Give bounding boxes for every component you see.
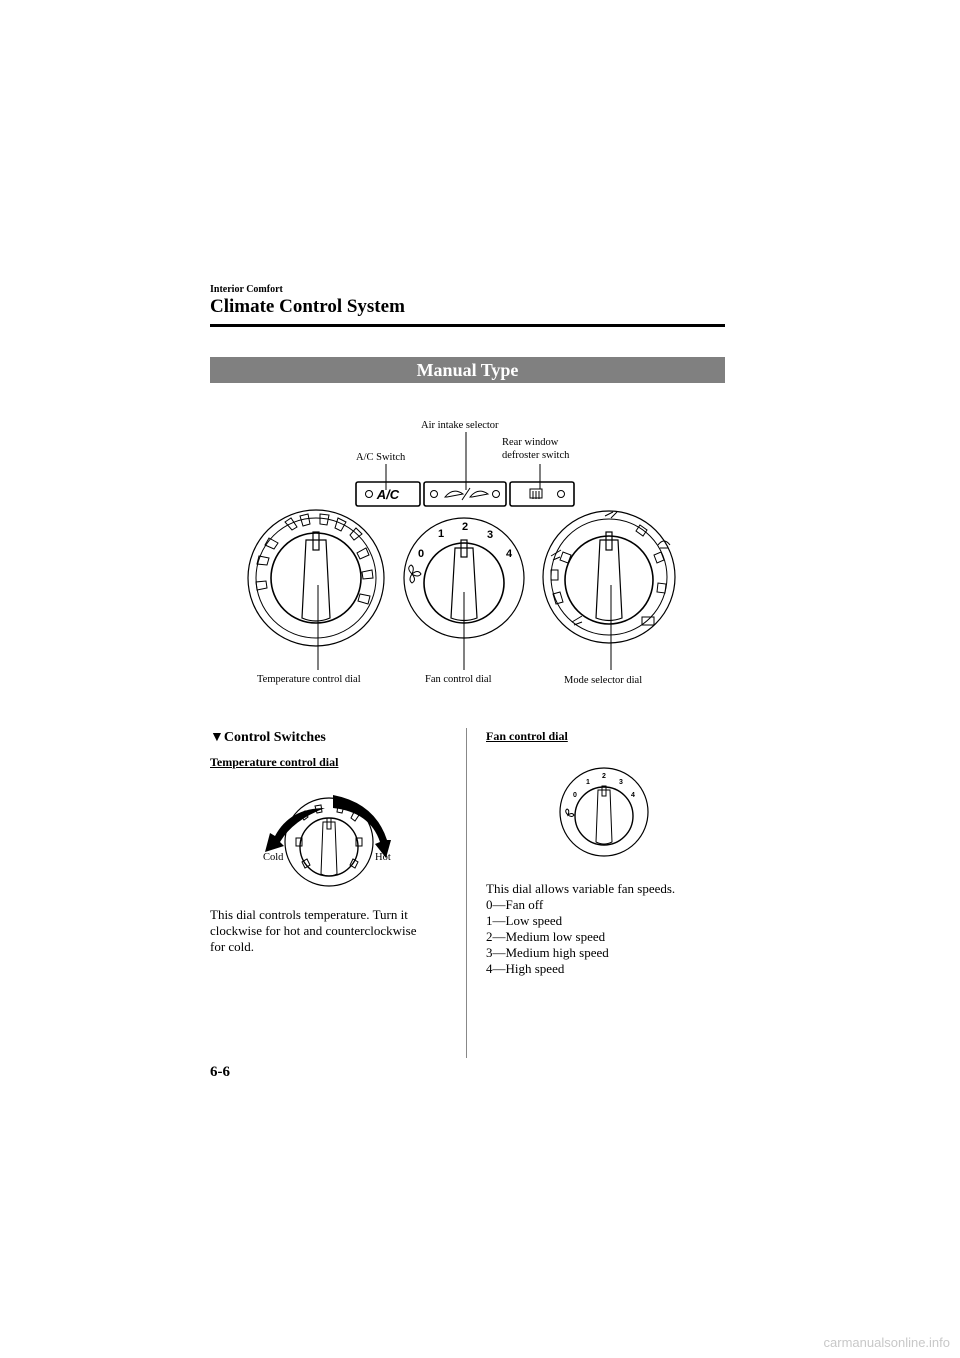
fan-speed-item: 2—Medium low speed xyxy=(486,929,606,944)
fan-speed-item: 0—Fan off xyxy=(486,897,544,912)
cold-label: Cold xyxy=(263,852,284,863)
fan-intro: This dial allows variable fan speeds. xyxy=(486,881,676,896)
temperature-description xyxy=(210,907,416,955)
fan-speed-item: 4—High speed xyxy=(486,961,565,976)
column-divider xyxy=(466,728,467,1058)
fan-description xyxy=(486,881,675,977)
callout-mode-dial: Mode selector dial xyxy=(564,675,643,686)
callout-rear-window-1: Rear window xyxy=(502,437,559,448)
fan-number-3: 3 xyxy=(486,529,494,541)
mode-dial-drawing xyxy=(543,511,675,643)
fan-number-2: 2 xyxy=(461,521,469,533)
temperature-dial-drawing xyxy=(248,510,384,646)
hot-label: Hot xyxy=(375,852,391,863)
callout-fan-dial: Fan control dial xyxy=(425,674,492,685)
paragraph-line: clockwise for hot and counterclockwise xyxy=(210,923,417,938)
temperature-subheading: Temperature control dial xyxy=(210,755,339,769)
section-label: Interior Comfort xyxy=(210,284,283,295)
heading-text: Control Switches xyxy=(223,730,326,745)
page-number: 6-6 xyxy=(210,1064,230,1080)
mini-fan-number-0: 0 xyxy=(573,792,577,799)
paragraph-line: for cold. xyxy=(210,939,255,954)
fan-speed-item: 1—Low speed xyxy=(486,913,563,928)
fan-number-1: 1 xyxy=(437,528,445,540)
manual-type-banner: Manual Type xyxy=(210,357,725,383)
paragraph-line: This dial controls temperature. Turn it xyxy=(210,907,408,922)
page-title: Climate Control System xyxy=(210,296,405,317)
callout-rear-window-2: defroster switch xyxy=(502,450,570,461)
callout-ac-switch: A/C Switch xyxy=(356,452,406,463)
callout-temperature-dial: Temperature control dial xyxy=(257,674,361,685)
heading-marker-icon: ▼ xyxy=(210,730,224,745)
mini-fan-number-3: 3 xyxy=(619,779,623,786)
fan-number-0: 0 xyxy=(417,548,425,560)
watermark: carmanualsonline.info xyxy=(823,1335,950,1350)
fan-speed-item: 3—Medium high speed xyxy=(486,945,609,960)
fan-dial-thumbnail xyxy=(560,768,648,856)
mini-fan-number-1: 1 xyxy=(586,779,590,786)
control-switches-heading xyxy=(210,730,326,746)
fan-subheading: Fan control dial xyxy=(486,729,568,743)
fan-number-4: 4 xyxy=(505,548,513,560)
ac-button-label: A/C xyxy=(376,487,400,502)
mini-fan-number-2: 2 xyxy=(602,773,606,780)
mini-fan-number-4: 4 xyxy=(631,792,635,799)
callout-air-intake: Air intake selector xyxy=(421,420,499,431)
